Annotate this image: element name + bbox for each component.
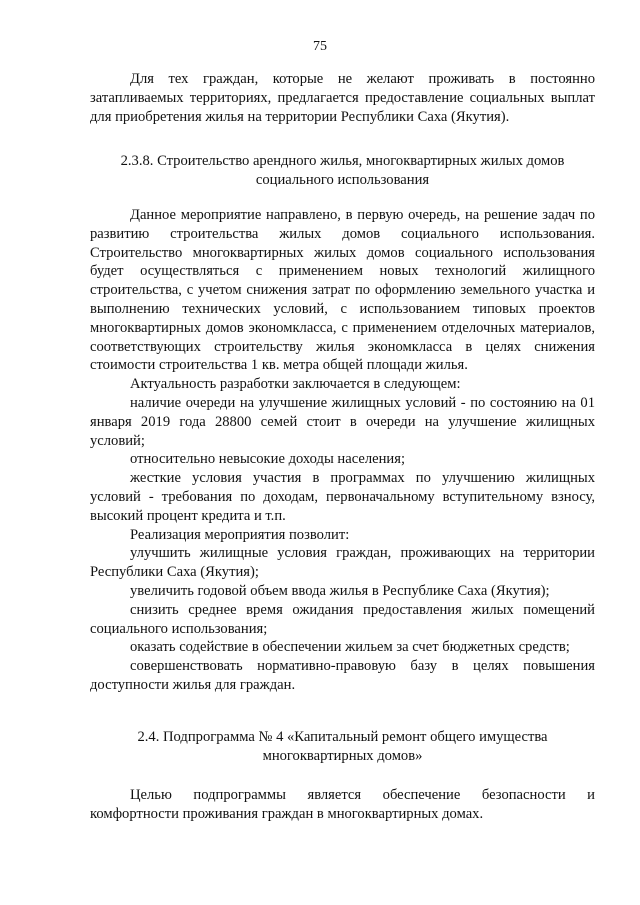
section-24-heading-line2: многоквартирных домов» <box>262 748 423 764</box>
section-24-heading <box>90 728 595 766</box>
paragraph: увеличить годовой объем ввода жилья в Республике Саха (Якутия); <box>130 582 550 599</box>
paragraph: снизить среднее время ожидания предоставления жилых помещений социального использования; <box>90 601 595 637</box>
paragraph: Реализация мероприятия позволит: <box>130 526 350 543</box>
paragraph: наличие очереди на улучшение жилищных условий - по состоянию на 01 января 2019 года 28800 семей стоит в очереди на улучшение жилищных условий; <box>90 394 595 449</box>
paragraph: Актуальность разработки заключается в следующем: <box>130 376 461 393</box>
paragraph: жесткие условия участия в программах по улучшению жилищных условий - требования по доходам, первоначальному вступительному взносу, высокий процент кредита и т.п. <box>90 470 595 524</box>
section-24-body <box>90 786 595 824</box>
paragraph: относительно невысокие доходы населения; <box>130 451 405 468</box>
paragraph: Данное мероприятие направлено, в первую очередь, на решение задач по развитию строительства жилых домов социального использования. Строительство многоквартирных жилых домов социального использования будет осуществляться с применением новых технологий жилищного строительства, с учетом снижения затрат по оформлению земельного участка и выполнению технических условий, с использованием типовых проектов многоквартирных домов экономкласса, с применением отделочных материалов, соответствующих строительству жилья экономкласса в целях снижения стоимости строительства 1 кв. метра общей площади жилья. <box>90 207 595 374</box>
intro-section <box>90 70 595 126</box>
paragraph: улучшить жилищные условия граждан, проживающих на территории Республики Саха (Якутия); <box>90 545 595 581</box>
section-238-heading-line1: 2.3.8. Строительство арендного жилья, многоквартирных жилых домов <box>120 153 565 169</box>
section-238-body <box>90 206 595 695</box>
section-238-heading <box>90 152 595 190</box>
paragraph: совершенствовать нормативно-правовую базу в целях повышения доступности жилья для граждан. <box>90 658 595 693</box>
paragraph: оказать содействие в обеспечении жильем за счет бюджетных средств; <box>130 639 570 656</box>
intro-paragraph: Для тех граждан, которые не желают проживать в постоянно затапливаемых территориях, предлагается предоставление социальных выплат для приобретения жилья на территории Республики Саха (Якутия). <box>90 71 595 125</box>
paragraph: Целью подпрограммы является обеспечение безопасности и комфортности проживания граждан в многоквартирных домах. <box>90 787 595 822</box>
section-238-heading-line2: социального использования <box>255 172 430 188</box>
section-24-heading-line1: 2.4. Подпрограмма № 4 «Капитальный ремонт общего имущества <box>137 729 548 745</box>
page-number: 75 <box>313 39 327 54</box>
